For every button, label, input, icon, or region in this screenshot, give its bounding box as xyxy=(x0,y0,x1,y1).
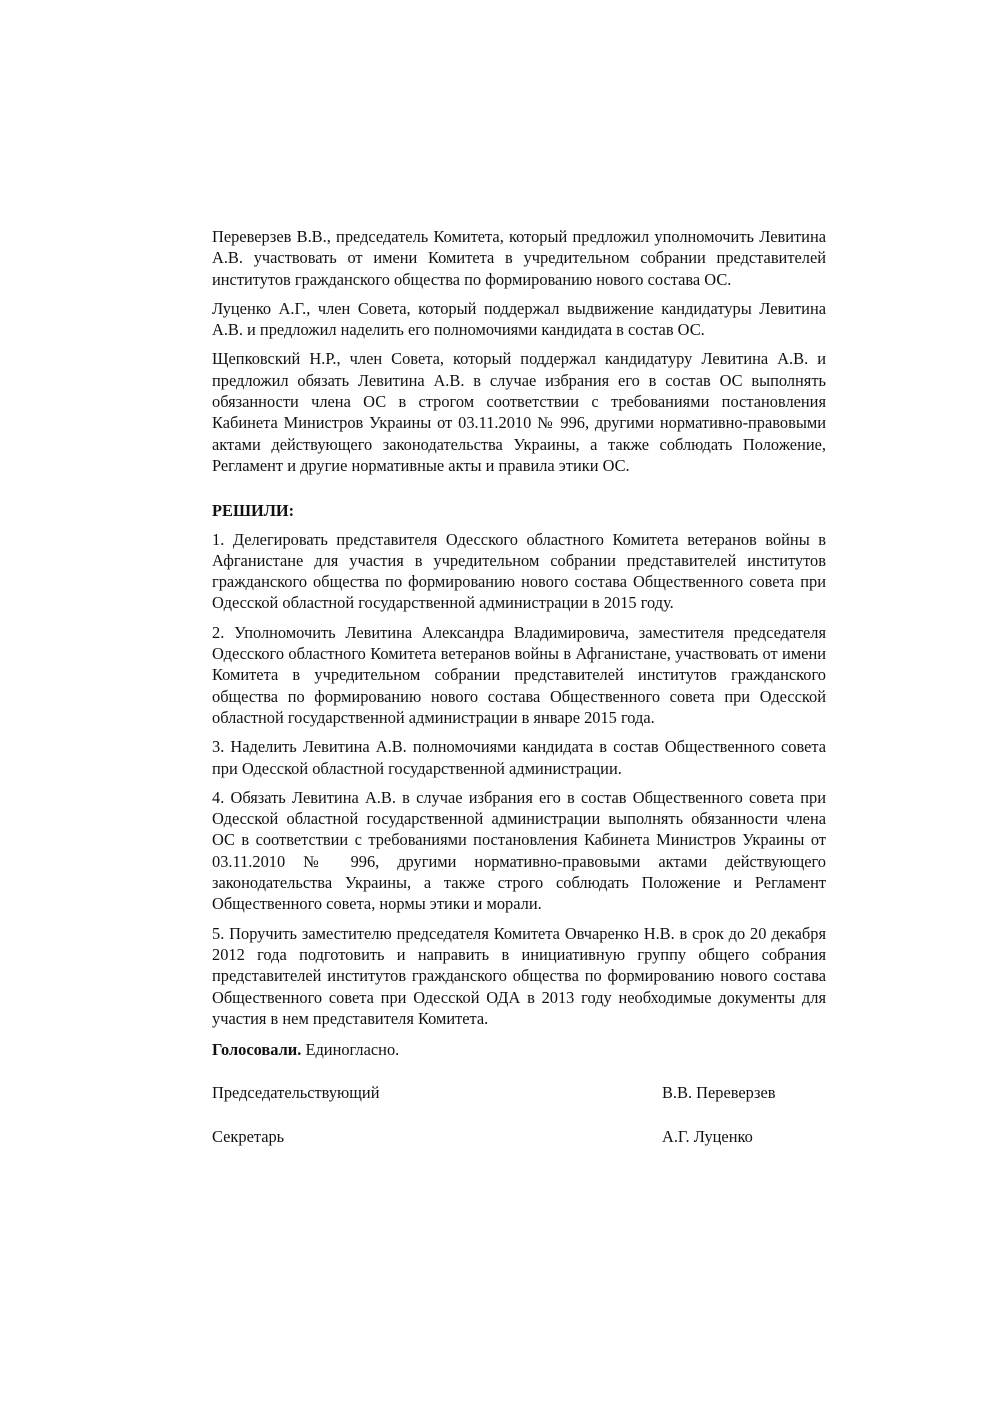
signature-name: В.В. Переверзев xyxy=(662,1083,776,1103)
signature-row-secretary xyxy=(212,1126,826,1147)
vote-result: Единогласно. xyxy=(301,1040,400,1060)
signature-name: А.Г. Луценко xyxy=(662,1127,753,1147)
decision-item: 2. Уполномочить Левитина Александра Владимировича, заместителя председателя Одесского областного Комитета ветеранов войны в Афганистане, участвовать от имени Комитета в учредительном собрании представителей институтов гражданского общества по формированию нового состава Общественного совета при Одесской областной государственной администрации в январе 2015 года. xyxy=(212,622,826,727)
signature-role: Председательствующий xyxy=(212,1083,380,1103)
decision-item: 3. Наделить Левитина А.В. полномочиями кандидата в состав Общественного совета при Одесской областной государственной администрации. xyxy=(212,737,826,778)
speaker-paragraph: Щепковский Н.Р., член Совета, который поддержал кандидатуру Левитина А.В. и предложил обязать Левитина А.В. в случае избрания его в состав ОС выполнять обязанности члена ОС в строгом соответствии с требованиями постановления Кабинета Министров Украины от 03.11.2010 № 996, другими нормативно-правовыми актами действующего законодательства Украины, а также соблюдать Положение, Регламент и другие нормативные акты и правила этики ОС. xyxy=(212,349,826,475)
decision-item: 1. Делегировать представителя Одесского областного Комитета ветеранов войны в Афганистане для участия в учредительном собрании представителей институтов гражданского общества по формированию нового состава Общественного совета при Одесской областной государственной администрации в 2015 году. xyxy=(212,529,826,613)
document-page xyxy=(212,226,826,1147)
decision-item: 5. Поручить заместителю председателя Комитета Овчаренко Н.В. в срок до 20 декабря 2012 года подготовить и направить в инициативную группу общего собрания представителей институтов гражданского общества по формированию нового состава Общественного совета при Одесской ОДА в 2013 году необходимые документы для участия в нем представителя Комитета. xyxy=(212,923,826,1028)
speaker-paragraph: Переверзев В.В., председатель Комитета, который предложил уполномочить Левитина А.В. участвовать от имени Комитета в учредительном собрании представителей институтов гражданского общества по формированию нового состава ОС. xyxy=(212,227,826,289)
vote-line xyxy=(212,1039,826,1060)
decisions-heading: РЕШИЛИ: xyxy=(212,501,295,521)
signature-row-chair xyxy=(212,1082,826,1103)
decision-item: 4. Обязать Левитина А.В. в случае избрания его в состав Общественного совета при Одесской областной государственной администрации выполнять обязанности члена ОС в соответствии с требованиями постановления Кабинета Министров Украины от 03.11.2010 № 996, другими нормативно-правовыми актами действующего законодательства Украины, а также строго соблюдать Положение и Регламент Общественного совета, нормы этики и морали. xyxy=(212,787,826,914)
vote-label: Голосовали. xyxy=(212,1040,302,1060)
signature-role: Секретарь xyxy=(212,1127,285,1147)
speaker-paragraph: Луценко А.Г., член Совета, который поддержал выдвижение кандидатуры Левитина А.В. и предложил наделить его полномочиями кандидата в состав ОС. xyxy=(212,298,826,340)
